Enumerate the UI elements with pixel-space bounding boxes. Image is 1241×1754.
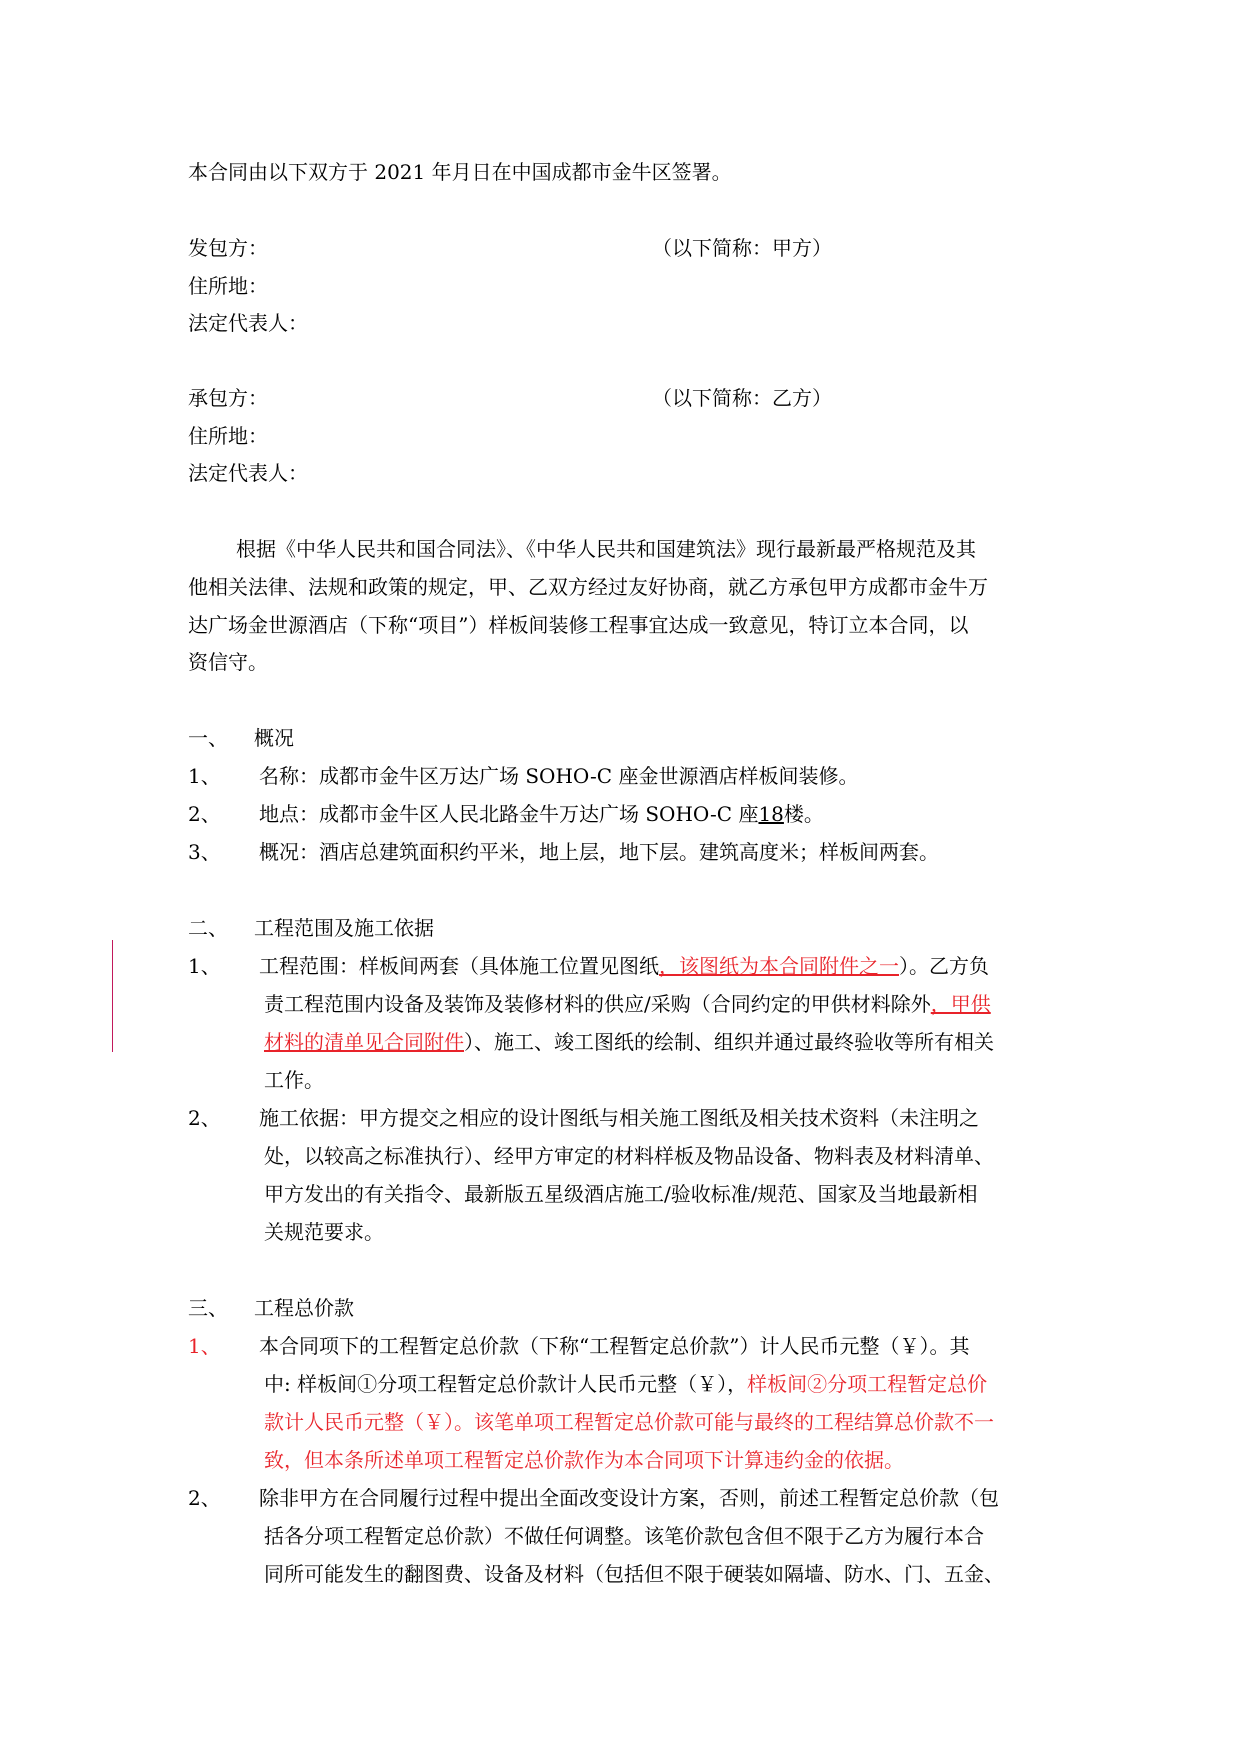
section-number: 二、: [188, 916, 228, 940]
item-text: 材料的清单见合同附件）、施工、竣工图纸的绘制、组织并通过最终验收等所有相关: [264, 1030, 994, 1054]
highlighted-clause: 致，但本条所述单项工程暂定总价款作为本合同项下计算违约金的依据。: [264, 1448, 904, 1472]
item-number: 2、: [188, 802, 221, 826]
item-text: 本合同项下的工程暂定总价款（下称“工程暂定总价款”）计人民币元整（￥）。其: [259, 1334, 970, 1358]
item-text: 责工程范围内设备及装饰及装修材料的供应/采购（合同约定的甲供材料除外，甲供: [264, 992, 991, 1016]
item-text: 除非甲方在合同履行过程中提出全面改变设计方案，否则，前述工程暂定总价款（包: [259, 1486, 999, 1510]
item-number: 1、: [188, 1334, 221, 1358]
intro-line: 达广场金世源酒店（下称“项目”）样板间装修工程事宜达成一致意见，特订立本合同，以: [188, 613, 969, 637]
item-number: 2、: [188, 1106, 221, 1130]
item-text: 概况：酒店总建筑面积约平米，地上层，地下层。建筑高度米；样板间两套。: [259, 840, 939, 864]
section-title: 概况: [254, 726, 294, 750]
item-text: 名称：成都市金牛区万达广场 SOHO-C 座金世源酒店样板间装修。: [259, 764, 859, 788]
party-b-label: 承包方：: [188, 386, 268, 410]
item-text: 中: 样板间①分项工程暂定总价款计人民币元整（￥），样板间②分项工程暂定总价: [264, 1372, 988, 1396]
item-text: 同所可能发生的翻图费、设备及材料（包括但不限于硬装如隔墙、防水、门、五金、: [264, 1562, 1004, 1586]
section-number: 三、: [188, 1296, 228, 1320]
section-title: 工程范围及施工依据: [254, 916, 434, 940]
item-number: 1、: [188, 954, 221, 978]
party-b-alias: （以下简称：乙方）: [652, 386, 832, 410]
party-a-address-label: 住所地：: [188, 274, 268, 298]
intro-line: 资信守。: [188, 650, 268, 674]
intro-line: 根据《中华人民共和国合同法》、《中华人民共和国建筑法》现行最新最严格规范及其: [236, 537, 976, 561]
highlighted-clause: 款计人民币元整（￥）。该笔单项工程暂定总价款可能与最终的工程结算总价款不一: [264, 1410, 994, 1434]
intro-line: 他相关法律、法规和政策的规定，甲、乙双方经过友好协商，就乙方承包甲方成都市金牛万: [188, 575, 988, 599]
item-text: 甲方发出的有关指令、最新版五星级酒店施工/验收标准/规范、国家及当地最新相: [264, 1182, 978, 1206]
item-number: 1、: [188, 764, 221, 788]
party-a-rep-label: 法定代表人：: [188, 311, 308, 335]
revision-bar: [112, 940, 113, 1052]
party-a-alias: （以下简称：甲方）: [652, 236, 832, 260]
item-number: 3、: [188, 840, 221, 864]
floor-number: 18: [758, 802, 784, 826]
section-number: 一、: [188, 726, 228, 750]
item-text: 括各分项工程暂定总价款）不做任何调整。该笔价款包含但不限于乙方为履行本合: [264, 1524, 984, 1548]
tracked-insertion: ，该图纸为本合同附件之一: [659, 954, 899, 978]
tracked-insertion: ，甲供: [930, 992, 991, 1016]
item-text: 施工依据：甲方提交之相应的设计图纸与相关施工图纸及相关技术资料（未注明之: [259, 1106, 979, 1130]
party-a-label: 发包方：: [188, 236, 268, 260]
item-number: 2、: [188, 1486, 221, 1510]
item-text: 地点：成都市金牛区人民北路金牛万达广场 SOHO-C 座18楼。: [259, 802, 824, 826]
party-b-rep-label: 法定代表人：: [188, 461, 308, 485]
tracked-insertion: 材料的清单见合同附件: [264, 1030, 464, 1054]
party-b-address-label: 住所地：: [188, 424, 268, 448]
section-title: 工程总价款: [254, 1296, 354, 1320]
item-text: 关规范要求。: [264, 1220, 384, 1244]
item-text: 工程范围：样板间两套（具体施工位置见图纸，该图纸为本合同附件之一）。乙方负: [259, 954, 989, 978]
preamble: 本合同由以下双方于 2021 年月日在中国成都市金牛区签署。: [188, 160, 732, 184]
item-text: 工作。: [264, 1068, 324, 1092]
item-text: 处，以较高之标准执行）、经甲方审定的材料样板及物品设备、物料表及材料清单、: [264, 1144, 994, 1168]
highlighted-clause: 样板间②分项工程暂定总价: [747, 1372, 988, 1396]
